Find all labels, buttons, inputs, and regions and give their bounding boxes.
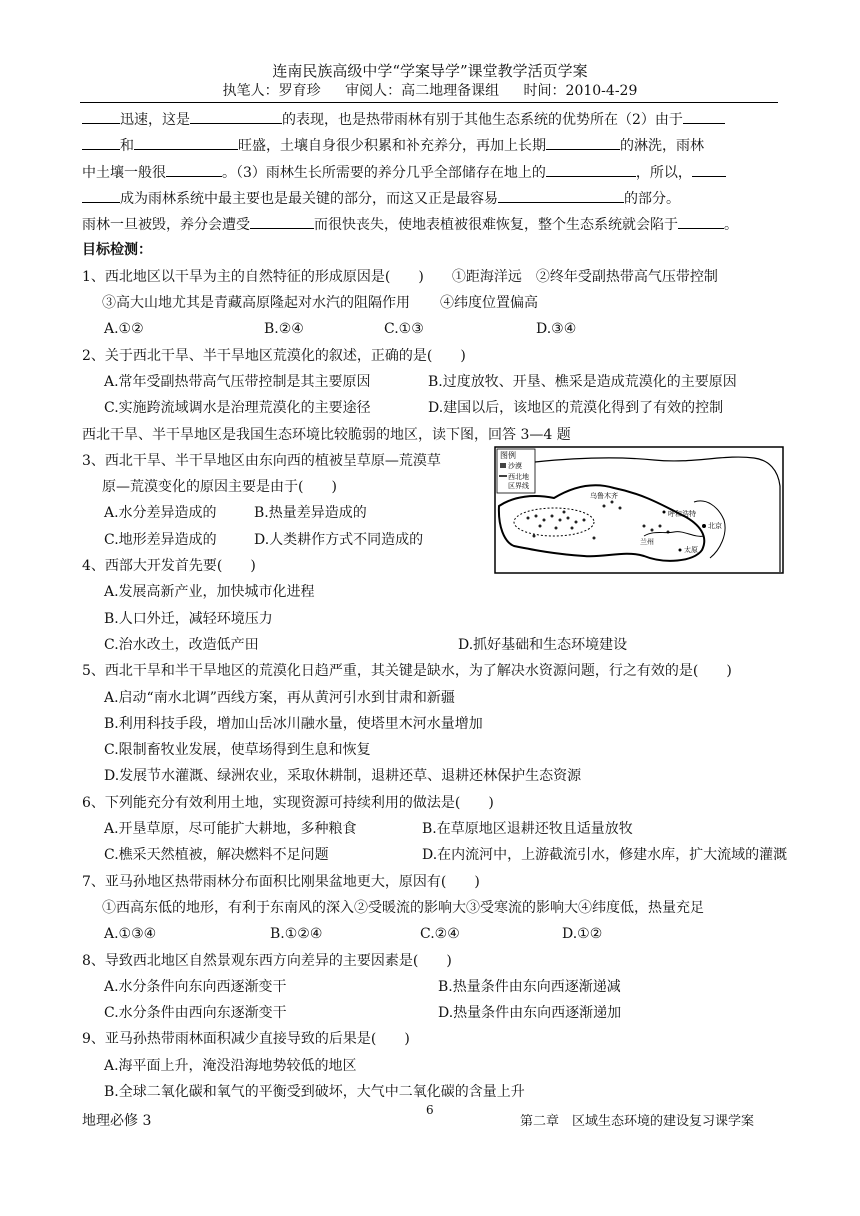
answer-blank[interactable] bbox=[250, 211, 314, 229]
option-d[interactable]: D.抓好基础和生态环境建设 bbox=[458, 636, 628, 653]
option-b[interactable]: B.过度放牧、开垦、樵采是造成荒漠化的主要原因 bbox=[428, 373, 737, 390]
answer-blank[interactable] bbox=[546, 132, 620, 150]
question-3: 3、西北干旱、半干旱地区由东向西的植被呈草原—荒漠草 bbox=[82, 452, 441, 469]
option-a[interactable]: A.①② bbox=[104, 321, 144, 338]
question-4-option-b[interactable]: B.人口外迁，减轻环境压力 bbox=[104, 610, 273, 627]
question-5-option-b[interactable]: B.利用科技手段，增加山岳冰川融水量，使塔里木河水量增加 bbox=[104, 715, 483, 732]
answer-blank[interactable] bbox=[546, 159, 636, 177]
map-label-taiyuan: 太原 bbox=[684, 546, 698, 554]
question-3-cont: 原—荒漠变化的原因主要是由于( ) bbox=[102, 479, 337, 496]
intro-line-2: 和 旺盛，土壤自身很少积累和补充养分，再加上长期 的淋洗，雨林 bbox=[82, 132, 778, 158]
option-d[interactable]: D.建国以后，该地区的荒漠化得到了有效的控制 bbox=[428, 400, 724, 417]
answer-blank[interactable] bbox=[166, 159, 222, 177]
question-2: 2、关于西北干旱、半干旱地区荒漠化的叙述，正确的是( ) bbox=[82, 347, 466, 364]
map-city-hohhot bbox=[663, 511, 666, 514]
option-c[interactable]: C.樵采天然植被，解决燃料不足问题 bbox=[104, 847, 329, 864]
option-c[interactable]: C.实施跨流域调水是治理荒漠化的主要途径 bbox=[104, 400, 371, 417]
question-1-options bbox=[82, 316, 778, 342]
answer-blank[interactable] bbox=[678, 211, 724, 229]
option-d[interactable]: D.在内流河中，上游截流引水，修建水库，扩大流域的灌溉 bbox=[422, 847, 788, 864]
map-legend-boundary-1: 西北地 bbox=[508, 473, 529, 481]
intro-line-4: 成为雨林系统中最主要也是最关键的部分，而这又正是最容易 的部分。 bbox=[82, 185, 778, 211]
map-legend-title: 图例 bbox=[500, 451, 516, 460]
answer-blank[interactable] bbox=[683, 106, 725, 124]
document-meta bbox=[0, 80, 860, 100]
map-legend-desert-swatch bbox=[500, 463, 506, 468]
answer-blank[interactable] bbox=[82, 106, 120, 124]
answer-blank[interactable] bbox=[82, 132, 120, 150]
question-8: 8、导致西北地区自然景观东西方向差异的主要因素是( ) bbox=[82, 952, 452, 969]
question-9-option-b[interactable]: B.全球二氧化碳和氧气的平衡受到破坏，大气中二氧化碳的含量上升 bbox=[104, 1083, 525, 1100]
footer-subject: 地理必修 3 bbox=[82, 1113, 152, 1129]
intro-line-5: 雨林一旦被毁，养分会遭受 而很快丧失，使地表植被很难恢复，整个生态系统就会陷于 。 bbox=[82, 211, 778, 237]
question-8-options-cd bbox=[82, 1000, 778, 1026]
map-legend-boundary-2: 区界线 bbox=[508, 482, 529, 490]
worksheet-body bbox=[82, 106, 788, 1105]
question-6: 6、下列能充分有效利用土地，实现资源可持续利用的做法是( ) bbox=[82, 794, 494, 811]
option-d[interactable]: D.人类耕作方式不同造成的 bbox=[254, 531, 424, 548]
question-5-option-a[interactable]: A.启动“南水北调”西线方案，再从黄河引水到甘肃和新疆 bbox=[104, 689, 455, 706]
question-4-option-a[interactable]: A.发展高新产业，加快城市化进程 bbox=[104, 584, 315, 601]
question-4-options-cd bbox=[82, 632, 778, 658]
option-c[interactable]: C.水分条件由西向东逐渐变干 bbox=[104, 1005, 287, 1022]
option-b[interactable]: B.热量差异造成的 bbox=[254, 505, 367, 522]
option-a[interactable]: A.常年受副热带高气压带控制是其主要原因 bbox=[104, 373, 371, 390]
question-2-options-ab bbox=[82, 369, 778, 395]
question-6-options-cd bbox=[82, 842, 788, 868]
option-a[interactable]: A.①③④ bbox=[104, 926, 157, 943]
reviewer: 审阅人：高二地理备课组 bbox=[345, 83, 500, 99]
option-b[interactable]: B.②④ bbox=[264, 321, 304, 338]
question-1-items: ③高大山地尤其是青藏高原隆起对水汽的阻隔作用 ④纬度位置偏高 bbox=[102, 295, 538, 312]
option-c[interactable]: C.地形差异造成的 bbox=[104, 531, 217, 548]
option-c[interactable]: C.②④ bbox=[420, 926, 460, 943]
question-8-options-ab bbox=[82, 974, 778, 1000]
option-d[interactable]: D.热量条件由东向西逐渐递加 bbox=[438, 1005, 622, 1022]
question-5-option-c[interactable]: C.限制畜牧业发展，使草场得到生息和恢复 bbox=[104, 742, 371, 759]
question-1: 1、西北地区以干旱为主的自然特征的形成原因是( ) ①距海洋远 ②终年受副热带高气压带控制 bbox=[82, 268, 718, 285]
option-d[interactable]: D.③④ bbox=[536, 321, 577, 338]
option-a[interactable]: A.水分差异造成的 bbox=[104, 505, 217, 522]
date: 时间：2010-4-29 bbox=[523, 83, 638, 99]
option-b[interactable]: B.在草原地区退耕还牧且适量放牧 bbox=[422, 821, 633, 838]
header-rule bbox=[80, 102, 778, 103]
question-9: 9、亚马孙热带雨林面积减少直接导致的后果是( ) bbox=[82, 1031, 410, 1048]
question-6-options-ab bbox=[82, 816, 778, 842]
question-2-options-cd bbox=[82, 395, 778, 421]
option-d[interactable]: D.①② bbox=[562, 926, 603, 943]
footer-chapter: 第二章 区域生态环境的建设复习课学案 bbox=[520, 1114, 755, 1129]
answer-blank[interactable] bbox=[82, 185, 120, 203]
question-9-option-a[interactable]: A.海平面上升，淹没沿海地势较低的地区 bbox=[104, 1057, 357, 1074]
document-title: 连南民族高级中学“学案导学”课堂教学活页学案 bbox=[272, 62, 588, 80]
footer-page-number: 6 bbox=[426, 1103, 434, 1117]
answer-blank[interactable] bbox=[134, 132, 238, 150]
intro-line-3: 中土壤一般很 。（3）雨林生长所需要的养分几乎全部储存在地上的 ，所以， bbox=[82, 159, 778, 185]
option-a[interactable]: A.水分条件向东向西逐渐变干 bbox=[104, 978, 287, 995]
answer-blank[interactable] bbox=[498, 185, 624, 203]
map-label-beijing: 北京 bbox=[708, 522, 722, 530]
questions-3-4-intro: 西北干旱、半干旱地区是我国生态环境比较脆弱的地区，读下图，回答 3—4 题 bbox=[82, 426, 571, 443]
author: 执笔人：罗育珍 bbox=[222, 83, 321, 99]
answer-blank[interactable] bbox=[190, 106, 282, 124]
option-b[interactable]: B.热量条件由东向西逐渐递减 bbox=[438, 978, 621, 995]
answer-blank[interactable] bbox=[692, 159, 726, 177]
map-label-hohhot: 呼和浩特 bbox=[668, 510, 696, 518]
question-4: 4、西部大开发首先要( ) bbox=[82, 558, 256, 575]
question-7-options bbox=[82, 921, 778, 947]
option-a[interactable]: A.开垦草原，尽可能扩大耕地，多种粮食 bbox=[104, 821, 357, 838]
northwest-china-map bbox=[494, 446, 784, 574]
map-city-taiyuan bbox=[679, 549, 682, 552]
section-title: 目标检测： bbox=[82, 242, 152, 259]
option-b[interactable]: B.①②④ bbox=[270, 926, 323, 943]
question-5: 5、西北干旱和半干旱地区的荒漠化日趋严重，其关键是缺水，为了解决水资源问题，行之有效的是( ) bbox=[82, 663, 732, 680]
question-7-items: ①西高东低的地形，有利于东南风的深入②受暖流的影响大③受寒流的影响大④纬度低，热量充足 bbox=[102, 899, 704, 916]
question-5-option-d[interactable]: D.发展节水灌溉、绿洲农业，采取休耕制，退耕还草、退耕还林保护生态资源 bbox=[104, 768, 582, 785]
option-c[interactable]: C.①③ bbox=[384, 321, 424, 338]
intro-line-1: 迅速，这是 的表现，也是热带雨林有别于其他生态系统的优势所在（2）由于 bbox=[82, 106, 778, 132]
map-label-lanzhou: 兰州 bbox=[640, 538, 654, 546]
map-label-urumqi: 乌鲁木齐 bbox=[590, 492, 618, 500]
option-c[interactable]: C.治水改土，改造低产田 bbox=[104, 636, 259, 653]
map-legend-desert: 沙漠 bbox=[508, 462, 522, 470]
map-city-beijing bbox=[702, 524, 706, 528]
question-7: 7、亚马孙地区热带雨林分布面积比刚果盆地更大，原因有( ) bbox=[82, 873, 480, 890]
